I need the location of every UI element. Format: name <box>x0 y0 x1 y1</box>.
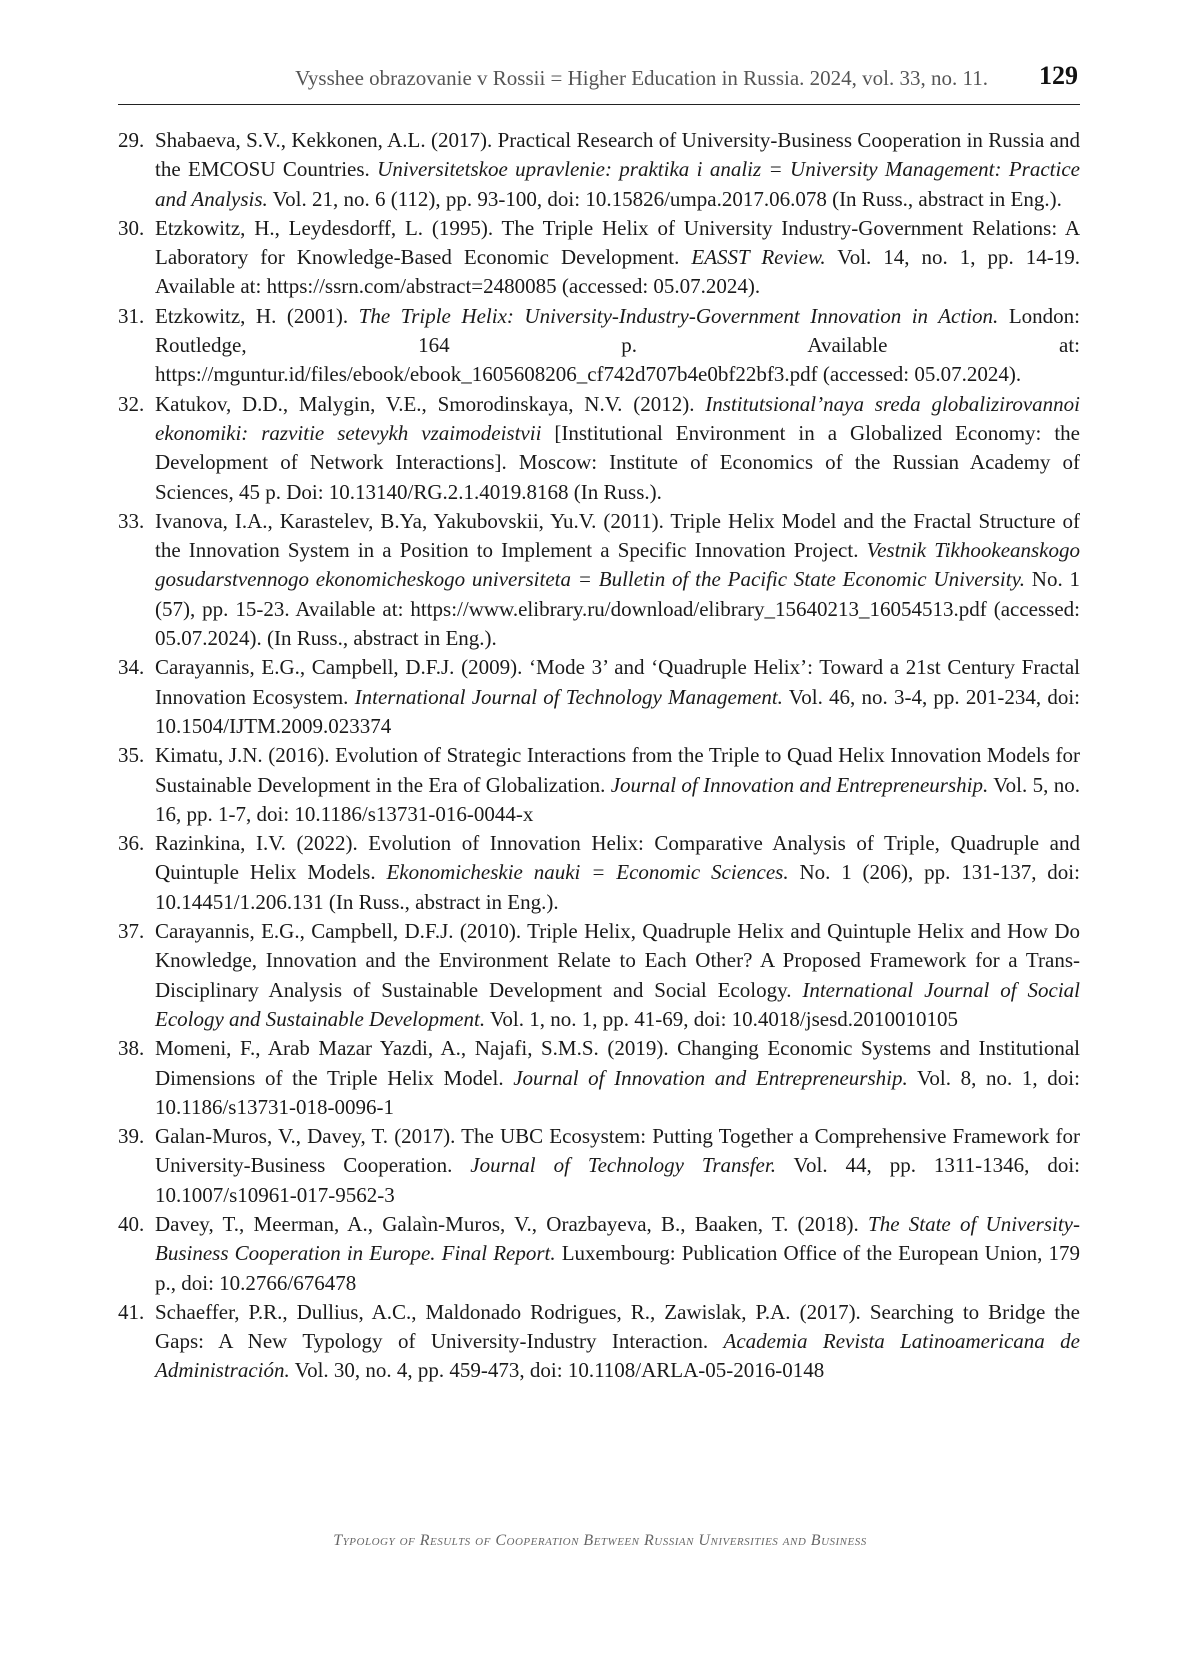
reference-details: Vol. 8, no. 1, doi: 10.1186/s13731-018-0096-1 <box>155 1065 1080 1119</box>
reference-number: 30. <box>118 215 145 240</box>
running-footer: Typology of Results of Cooperation Between Russian Universities and Business <box>333 1532 867 1549</box>
reference-item <box>118 390 1080 507</box>
reference-item <box>118 829 1080 917</box>
reference-source: Journal of Innovation and Entrepreneurship. <box>610 772 989 797</box>
reference-text: Katukov, D.D., Malygin, V.E., Smorodinskaya, N.V. (2012). <box>155 391 706 416</box>
reference-source: Journal of Innovation and Entrepreneurship. <box>513 1065 908 1090</box>
reference-source: Journal of Technology Transfer. <box>470 1153 776 1178</box>
reference-text: Schaeffer, P.R., Dullius, A.C., Maldonado Rodrigues, R., Zawislak, P.A. (2017). Searching to Bridge the Gaps: A New Typology of University-Industry Interaction. <box>155 1299 1080 1354</box>
reference-text: Ivanova, I.A., Karastelev, B.Ya, Yakubovskii, Yu.V. (2011). Triple Helix Model and the Fractal Structure of the Innovation System in a Position to Implement a Specific Innovation Project. <box>155 508 1080 563</box>
reference-number: 41. <box>118 1299 145 1324</box>
reference-item <box>118 1298 1080 1386</box>
reference-item <box>118 917 1080 1034</box>
reference-item <box>118 1210 1080 1298</box>
reference-item <box>118 653 1080 741</box>
reference-text: Carayannis, E.G., Campbell, D.F.J. (2010). Triple Helix, Quadruple Helix and Quintuple Helix and How Do Knowledge, Innovation and the Environment Relate to Each Other? A Proposed Framework for a Trans- Disciplinary Analysis of Sustainable Development and Social Ecology. <box>155 919 1080 1002</box>
reference-source: Ekonomicheskie nauki = Economic Sciences. <box>386 860 789 885</box>
reference-source: Academia Revista Latinoamericana de Administración. <box>155 1329 1081 1383</box>
reference-number: 40. <box>118 1211 145 1236</box>
reference-number: 37. <box>118 919 145 944</box>
reference-source: International Journal of Social Ecology and Sustainable Development. <box>155 977 1080 1031</box>
reference-item <box>118 214 1080 302</box>
reference-number: 31. <box>118 303 145 328</box>
reference-number: 36. <box>118 831 145 856</box>
reference-item <box>118 126 1080 214</box>
reference-number: 35. <box>118 743 145 768</box>
page-number: 129 <box>1039 61 1078 90</box>
reference-source: The State of University-Business Cooperation in Europe. Final Report. <box>155 1211 1080 1266</box>
reference-item <box>118 302 1080 390</box>
reference-details: Vol. 44, pp. 1311-1346, doi: 10.1007/s10961-017-9562-3 <box>155 1153 1081 1207</box>
reference-details: Vol. 5, no. 16, pp. 1-7, doi: 10.1186/s13731-016-0044-x <box>155 772 1080 826</box>
reference-details: London: Routledge, 164 p. Available at: https://mguntur.id/files/ebook/ebook_1605608206_cf742d707b4e0bf22bf3.pdf (accessed: 05.07.2024). <box>155 303 1080 387</box>
reference-text: Galan-Muros, V., Davey, T. (2017). The UBC Ecosystem: Putting Together a Comprehensive Framework for University-Business Cooperation. <box>155 1124 1080 1178</box>
reference-item <box>118 1122 1080 1210</box>
reference-source: The Triple Helix: University-Industry-Government Innovation in Action. <box>358 303 999 328</box>
running-header <box>118 58 1080 105</box>
reference-item <box>118 507 1080 653</box>
reference-number: 29. <box>118 128 145 152</box>
reference-source: Institutsional’naya sreda globalizirovannoi ekonomiki: razvitie setevykh vzaimodeistvii <box>155 391 1080 445</box>
reference-details: Vol. 30, no. 4, pp. 459-473, doi: 10.1108/ARLA-05-2016-0148 <box>289 1358 825 1383</box>
reference-details: No. 1 (206), pp. 131-137, doi: 10.14451/1.206.131 (In Russ., abstract in Eng.). <box>155 860 1080 914</box>
reference-source: Vestnik Tikhookeanskogo gosudarstvennogo ekonomicheskogo universiteta = Bulletin of the Pacific State Economic University. <box>155 538 1081 592</box>
reference-text: Shabaeva, S.V., Kekkonen, A.L. (2017). Practical Research of University-Business Cooperation in Russia and the EMCOSU Countries. <box>155 128 1080 182</box>
reference-number: 33. <box>118 508 145 533</box>
reference-details: Luxembourg: Publication Office of the European Union, 179 p., doi: 10.2766/676478 <box>155 1241 1080 1295</box>
reference-text: Razinkina, I.V. (2022). Evolution of Innovation Helix: Comparative Analysis of Triple, Quadruple and Quintuple Helix Models. <box>155 831 1080 885</box>
reference-text: Etzkowitz, H., Leydesdorff, L. (1995). The Triple Helix of University Industry-Government Relations: A Laboratory for Knowledge-Based Economic Development. <box>155 215 1080 270</box>
reference-source: EASST Review. <box>691 245 826 270</box>
reference-details: Vol. 46, no. 3-4, pp. 201-234, doi: 10.1504/IJTM.2009.023374 <box>155 684 1081 738</box>
reference-number: 39. <box>118 1124 145 1149</box>
reference-number: 34. <box>118 655 145 680</box>
journal-citation: Vysshee obrazovanie v Rossii = Higher Education in Russia. 2024, vol. 33, no. 11. <box>295 66 988 90</box>
reference-text: Momeni, F., Arab Mazar Yazdi, A., Najafi, S.M.S. (2019). Changing Economic Systems and Institutional Dimensions of the Triple Helix Model. <box>155 1036 1080 1090</box>
reference-source: Universitetskoe upravlenie: praktika i analiz = University Management: Practice and Analysis. <box>155 157 1080 211</box>
reference-details: No. 1 (57), pp. 15-23. Available at: https://www.elibrary.ru/download/elibrary_15640213_16054513.pdf (accessed: 05.07.2024). (In Russ., abstract in Eng.). <box>155 567 1081 651</box>
reference-details: Vol. 14, no. 1, pp. 14-19. Available at: https://ssrn.com/abstract=2480085 (accessed: 05.07.2024). <box>155 245 1081 299</box>
reference-text: Davey, T., Meerman, A., Galaìn-Muros, V., Orazbayeva, B., Baaken, T. (2018). <box>155 1211 869 1236</box>
reference-number: 32. <box>118 391 145 416</box>
reference-source: International Journal of Technology Management. <box>354 684 783 709</box>
reference-list <box>118 126 1080 1386</box>
reference-text: Etzkowitz, H. (2001). <box>155 303 359 328</box>
reference-text: Carayannis, E.G., Campbell, D.F.J. (2009). ‘Mode 3’ and ‘Quadruple Helix’: Toward a 21st Century Fractal Innovation Ecosystem. <box>155 655 1080 709</box>
reference-details: Vol. 1, no. 1, pp. 41-69, doi: 10.4018/jsesd.2010010105 <box>485 1006 959 1031</box>
reference-number: 38. <box>118 1036 145 1061</box>
reference-item <box>118 741 1080 829</box>
reference-text: Kimatu, J.N. (2016). Evolution of Strategic Interactions from the Triple to Quad Helix Innovation Models for Sustainable Development in the Era of Globalization. <box>155 743 1080 797</box>
reference-details: Vol. 21, no. 6 (112), pp. 93-100, doi: 10.15826/umpa.2017.06.078 (In Russ., abstract in Eng.). <box>267 186 1062 211</box>
reference-details: [Institutional Environment in a Globalized Economy: the Development of Network Interactions]. Moscow: Institute of Economics of the Russian Academy of Sciences, 45 p. Doi: 10.13140/RG.2.1.4019.8168 (In Russ.). <box>155 420 1080 504</box>
reference-item <box>118 1034 1080 1122</box>
